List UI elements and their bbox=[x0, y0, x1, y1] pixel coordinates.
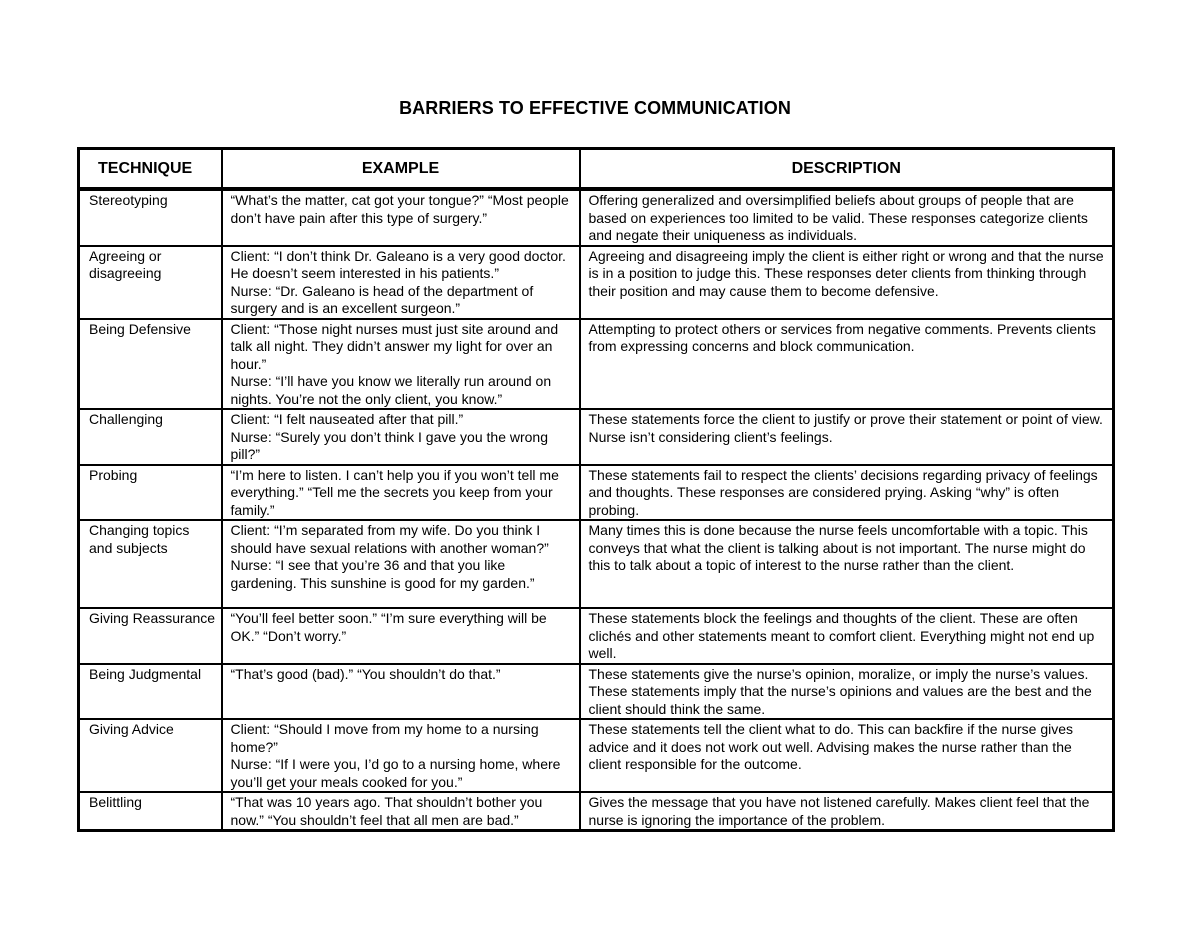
technique-cell: Being Defensive bbox=[79, 319, 222, 410]
example-cell: “What’s the matter, cat got your tongue?” “Most people don’t have pain after this type of surgery.” bbox=[222, 189, 580, 246]
table-row bbox=[79, 792, 1114, 831]
table-row bbox=[79, 664, 1114, 720]
example-cell: “That was 10 years ago. That shouldn’t bother you now.” “You shouldn’t feel that all men are bad.” bbox=[222, 792, 580, 831]
table-row bbox=[79, 189, 1114, 246]
column-header-example: EXAMPLE bbox=[222, 149, 580, 190]
example-cell: Client: “I felt nauseated after that pill.” Nurse: “Surely you don’t think I gave you the wrong pill?” bbox=[222, 409, 580, 465]
description-cell: These statements fail to respect the clients’ decisions regarding privacy of feelings and thoughts. These responses are considered prying. Asking “why” is often probing. bbox=[580, 465, 1114, 521]
description-cell: These statements tell the client what to do. This can backfire if the nurse gives advice and it does not work out well. Advising makes the nurse rather than the client responsible for the outcome. bbox=[580, 719, 1114, 792]
technique-cell: Stereotyping bbox=[79, 189, 222, 246]
technique-cell: Belittling bbox=[79, 792, 222, 831]
table-row bbox=[79, 246, 1114, 319]
page-title: BARRIERS TO EFFECTIVE COMMUNICATION bbox=[399, 98, 791, 118]
technique-cell: Probing bbox=[79, 465, 222, 521]
example-cell: Client: “Those night nurses must just site around and talk all night. They didn’t answer my light for over an hour.” Nurse: “I’ll have you know we literally run around on nights. You’re not the only client, you know.” bbox=[222, 319, 580, 410]
technique-cell: Being Judgmental bbox=[79, 664, 222, 720]
table-row bbox=[79, 409, 1114, 465]
description-cell: Attempting to protect others or services from negative comments. Prevents clients from expressing concerns and block communication. bbox=[580, 319, 1114, 410]
example-cell: “I’m here to listen. I can’t help you if you won’t tell me everything.” “Tell me the secrets you keep from your family.” bbox=[222, 465, 580, 521]
example-cell: Client: “Should I move from my home to a nursing home?” Nurse: “If I were you, I’d go to a nursing home, where you’ll get your meals cooked for you.” bbox=[222, 719, 580, 792]
description-cell: These statements force the client to justify or prove their statement or point of view. Nurse isn’t considering client’s feelings. bbox=[580, 409, 1114, 465]
technique-cell: Agreeing or disagreeing bbox=[79, 246, 222, 319]
example-cell: Client: “I’m separated from my wife. Do you think I should have sexual relations with another woman?” Nurse: “I see that you’re 36 and that you like gardening. This sunshine is good for my garden.” bbox=[222, 520, 580, 608]
example-cell: Client: “I don’t think Dr. Galeano is a very good doctor. He doesn’t seem interested in his patients.” Nurse: “Dr. Galeano is head of the department of surgery and is an excellent surgeon.” bbox=[222, 246, 580, 319]
table-row bbox=[79, 608, 1114, 664]
technique-cell: Challenging bbox=[79, 409, 222, 465]
technique-cell: Giving Reassurance bbox=[79, 608, 222, 664]
description-cell: These statements give the nurse’s opinion, moralize, or imply the nurse’s values. These statements imply that the nurse’s opinions and values are the best and the client should think the same. bbox=[580, 664, 1114, 720]
description-cell: Many times this is done because the nurse feels uncomfortable with a topic. This conveys that what the client is talking about is not important. The nurse might do this to talk about a topic of interest to the nurse rather than the client. bbox=[580, 520, 1114, 608]
description-cell: These statements block the feelings and thoughts of the client. These are often clichés and other statements meant to comfort client. Everything might not end up well. bbox=[580, 608, 1114, 664]
table-header-row bbox=[79, 149, 1114, 190]
table-row bbox=[79, 719, 1114, 792]
technique-cell: Giving Advice bbox=[79, 719, 222, 792]
barriers-table bbox=[77, 147, 1115, 832]
example-cell: “You’ll feel better soon.” “I’m sure everything will be OK.” “Don’t worry.” bbox=[222, 608, 580, 664]
table-row bbox=[79, 319, 1114, 410]
column-header-technique: TECHNIQUE bbox=[79, 149, 222, 190]
description-cell: Gives the message that you have not listened carefully. Makes client feel that the nurse is ignoring the importance of the problem. bbox=[580, 792, 1114, 831]
technique-cell: Changing topics and subjects bbox=[79, 520, 222, 608]
description-cell: Offering generalized and oversimplified beliefs about groups of people that are based on experiences too limited to be valid. These responses categorize clients and negate their uniqueness as individuals. bbox=[580, 189, 1114, 246]
table-row bbox=[79, 465, 1114, 521]
description-cell: Agreeing and disagreeing imply the client is either right or wrong and that the nurse is in a position to judge this. These responses deter clients from thinking through their position and may cause them to become defensive. bbox=[580, 246, 1114, 319]
column-header-description: DESCRIPTION bbox=[580, 149, 1114, 190]
example-cell: “That’s good (bad).” “You shouldn’t do that.” bbox=[222, 664, 580, 720]
table-row bbox=[79, 520, 1114, 608]
